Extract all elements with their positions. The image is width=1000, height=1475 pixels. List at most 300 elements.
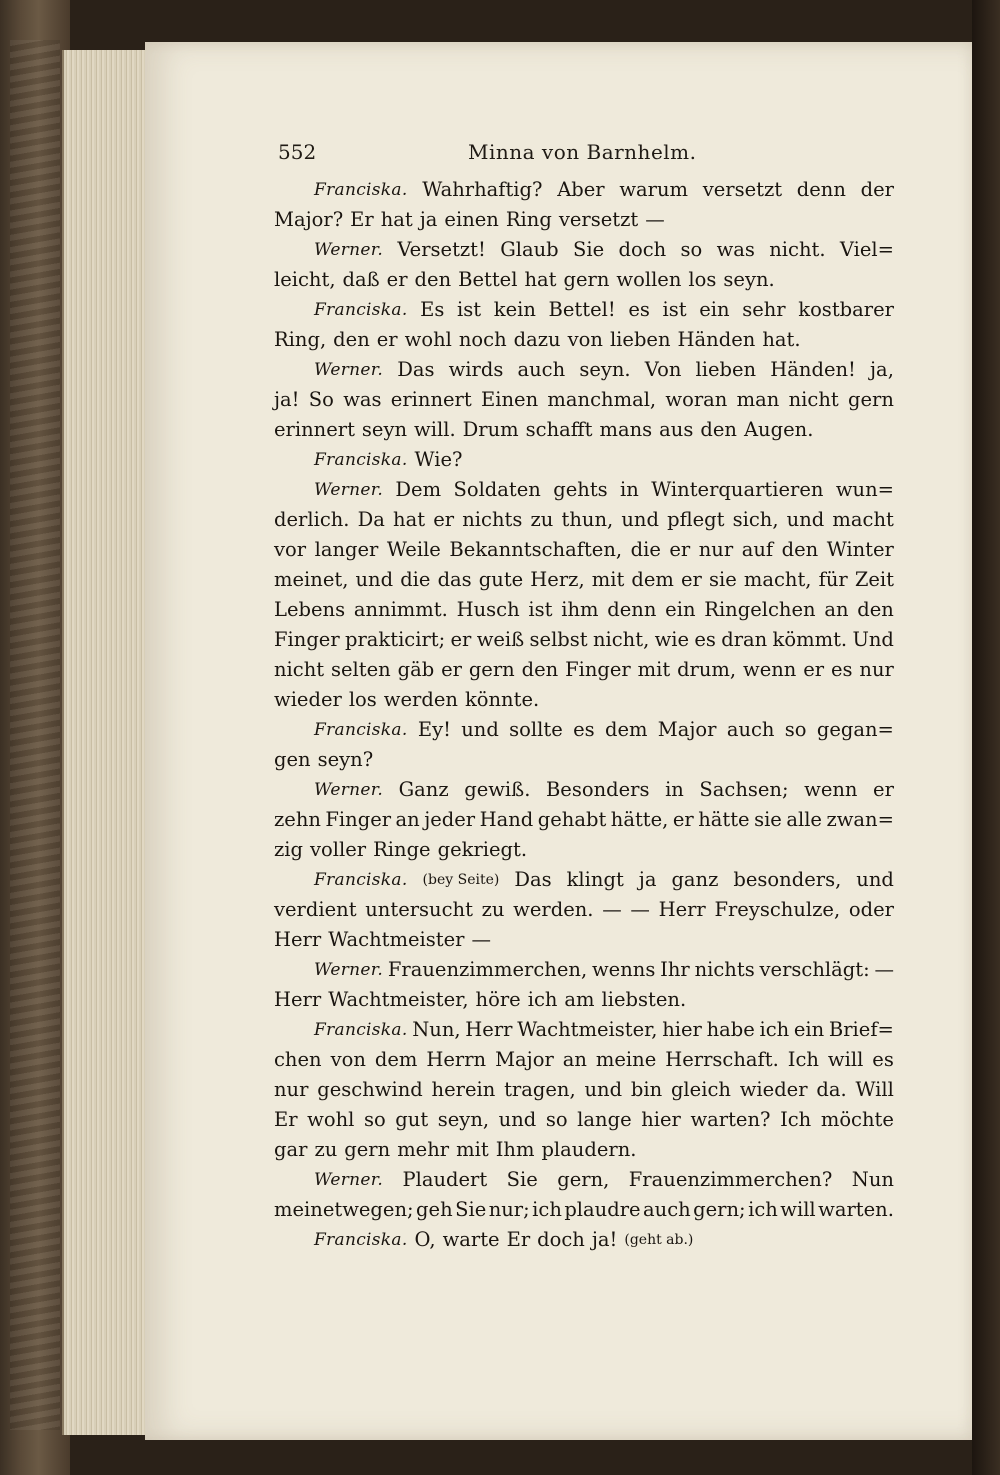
word: kostbarer bbox=[798, 298, 894, 321]
word: Ihr bbox=[660, 958, 690, 981]
word: Herr bbox=[274, 928, 322, 951]
word: Dem bbox=[395, 478, 442, 501]
word: ist bbox=[457, 298, 482, 321]
word: warten? bbox=[690, 1108, 771, 1131]
word: an bbox=[824, 598, 849, 621]
word: selten bbox=[331, 658, 391, 681]
word: hat bbox=[380, 208, 413, 231]
word: da. bbox=[816, 1078, 847, 1101]
word: zehn bbox=[274, 808, 321, 831]
word: könnte. bbox=[464, 688, 540, 711]
word: nicht bbox=[274, 658, 325, 681]
word: hat. bbox=[762, 328, 801, 351]
word: Das bbox=[514, 868, 552, 891]
word: Herr bbox=[658, 898, 706, 921]
word: meinetwegen; bbox=[274, 1198, 414, 1221]
page-body-text bbox=[274, 175, 894, 1255]
page-header bbox=[278, 140, 890, 174]
word: Freyschulze, bbox=[714, 898, 841, 921]
word: gegan= bbox=[816, 718, 894, 741]
word: ja, bbox=[870, 358, 894, 381]
text-line bbox=[274, 295, 894, 325]
word: Wachtmeister bbox=[328, 928, 465, 951]
text-line bbox=[274, 1195, 894, 1225]
text-line bbox=[274, 655, 894, 685]
word: leicht, bbox=[274, 268, 336, 291]
word: von bbox=[330, 1048, 366, 1071]
speaker-name: Franciska. bbox=[314, 450, 408, 470]
word: noch bbox=[458, 328, 507, 351]
word: und bbox=[856, 868, 894, 891]
word: gern bbox=[344, 1138, 391, 1161]
word: wohl bbox=[307, 1108, 355, 1131]
word: Einen bbox=[481, 388, 539, 411]
word: Ich bbox=[780, 1108, 812, 1131]
word: den bbox=[333, 328, 370, 351]
word: los bbox=[688, 268, 717, 291]
word: er bbox=[873, 778, 894, 801]
speaker-name: Werner. bbox=[314, 240, 384, 260]
word: hier bbox=[662, 1018, 702, 1041]
word: prakticirt; bbox=[344, 628, 446, 651]
word: warum bbox=[619, 178, 689, 201]
word: von bbox=[567, 328, 603, 351]
word: er bbox=[433, 508, 455, 531]
word: geschwind bbox=[317, 1078, 423, 1101]
text-line bbox=[274, 625, 894, 655]
word: Herr bbox=[274, 988, 322, 1011]
word: Weile bbox=[386, 538, 441, 561]
text-line bbox=[274, 805, 894, 835]
word: auch bbox=[643, 1198, 691, 1221]
word: und bbox=[498, 1108, 537, 1131]
word: selbst bbox=[529, 628, 588, 651]
speaker-name: Franciska. bbox=[314, 720, 408, 740]
word: ist bbox=[528, 598, 553, 621]
word: für bbox=[818, 568, 848, 591]
word: Ringe bbox=[373, 838, 431, 861]
page-number: 552 bbox=[278, 140, 317, 164]
speaker-name: Franciska. bbox=[314, 180, 408, 200]
speaker-name: Franciska. bbox=[314, 300, 408, 320]
text-line bbox=[274, 1165, 894, 1195]
word: Glaub bbox=[500, 238, 559, 261]
word: gleich bbox=[670, 1078, 731, 1101]
word: Viel= bbox=[839, 238, 894, 261]
word: — bbox=[630, 898, 650, 921]
word: ja bbox=[638, 868, 657, 891]
word: sich, bbox=[732, 508, 779, 531]
word: ich bbox=[527, 988, 558, 1011]
text-line bbox=[274, 595, 894, 625]
word: erinnert bbox=[390, 388, 472, 411]
word: Sie bbox=[455, 1198, 487, 1221]
word: bin bbox=[630, 1078, 663, 1101]
word: kömmt. bbox=[772, 628, 848, 651]
word: wenn bbox=[804, 778, 858, 801]
word: gern, bbox=[557, 1168, 610, 1191]
speaker-name: Franciska. bbox=[314, 870, 408, 890]
word: gute bbox=[478, 568, 524, 591]
word: nur bbox=[698, 538, 734, 561]
word: er bbox=[681, 568, 702, 591]
word: ich bbox=[759, 1018, 790, 1041]
text-line bbox=[274, 745, 894, 775]
text-line bbox=[274, 955, 894, 985]
text-line bbox=[274, 445, 894, 475]
word: mehr bbox=[397, 1138, 450, 1161]
text-line bbox=[274, 865, 894, 895]
word: den bbox=[700, 418, 737, 441]
word: gern bbox=[848, 388, 894, 411]
word: verschlägt: bbox=[759, 958, 870, 981]
word: besonders, bbox=[733, 868, 842, 891]
word: Bettel bbox=[458, 268, 518, 291]
word: wun= bbox=[835, 478, 894, 501]
word: dem bbox=[374, 1048, 418, 1071]
word: plaudre bbox=[564, 1198, 641, 1221]
text-line bbox=[274, 205, 894, 235]
text-line bbox=[274, 1225, 894, 1255]
word: den bbox=[781, 538, 819, 561]
word: den bbox=[521, 658, 559, 681]
word: untersucht bbox=[365, 898, 473, 921]
text-line bbox=[274, 385, 894, 415]
word: gar bbox=[274, 1138, 308, 1161]
running-title: Minna von Barnhelm. bbox=[468, 140, 697, 164]
word: sollte bbox=[509, 718, 563, 741]
word: hat bbox=[393, 508, 426, 531]
word: chen bbox=[274, 1048, 322, 1071]
word: voller bbox=[310, 838, 367, 861]
text-line bbox=[274, 1045, 894, 1075]
word: Herrn bbox=[426, 1048, 487, 1071]
word: er bbox=[672, 808, 694, 831]
word: zwan= bbox=[826, 808, 894, 831]
word: die bbox=[630, 538, 661, 561]
word: Ihm bbox=[495, 1138, 535, 1161]
word: Husch bbox=[456, 598, 520, 621]
word: werden. bbox=[513, 898, 594, 921]
word: Ring, bbox=[274, 328, 327, 351]
word: lange bbox=[577, 1108, 632, 1131]
word: werden bbox=[383, 688, 458, 711]
word: so bbox=[784, 718, 807, 741]
text-line bbox=[274, 715, 894, 745]
word: thun, bbox=[561, 508, 614, 531]
word: gern bbox=[563, 268, 610, 291]
word: wenns bbox=[591, 958, 656, 981]
word: seyn? bbox=[317, 748, 374, 771]
word: den bbox=[857, 598, 894, 621]
word: Versetzt! bbox=[397, 238, 486, 261]
word: macht bbox=[832, 508, 894, 531]
word: Er bbox=[274, 1108, 298, 1131]
word: — bbox=[471, 928, 491, 951]
word: seyn, bbox=[437, 1108, 490, 1131]
word: versetzt bbox=[558, 208, 639, 231]
word: — bbox=[602, 898, 622, 921]
word: in bbox=[665, 778, 684, 801]
word: Winter bbox=[826, 538, 894, 561]
text-line bbox=[274, 985, 894, 1015]
word: tragen, bbox=[504, 1078, 576, 1101]
word: weiß bbox=[476, 628, 525, 651]
word: plaudern. bbox=[541, 1138, 637, 1161]
word: Wie? bbox=[414, 448, 463, 471]
word: sie bbox=[754, 808, 782, 831]
word: zig bbox=[274, 838, 303, 861]
word: ein bbox=[699, 298, 730, 321]
word: auch bbox=[517, 358, 566, 381]
word: manchmal, bbox=[547, 388, 657, 411]
word: woran bbox=[665, 388, 728, 411]
word: nur bbox=[859, 658, 894, 681]
word: Frauenzimmerchen, bbox=[387, 958, 588, 981]
word: wieder bbox=[274, 688, 342, 711]
text-line bbox=[274, 175, 894, 205]
book-cover-right bbox=[972, 0, 1000, 1475]
word: Soldaten bbox=[453, 478, 541, 501]
word: und bbox=[786, 508, 825, 531]
word: Major bbox=[495, 1048, 554, 1071]
word: wieder bbox=[739, 1078, 808, 1101]
word: seyn. bbox=[579, 358, 631, 381]
word: Plaudert bbox=[402, 1168, 488, 1191]
word: es bbox=[694, 628, 716, 651]
word: meinet, bbox=[274, 568, 349, 591]
word: nicht, bbox=[592, 628, 650, 651]
word: ganz bbox=[671, 868, 719, 891]
speaker-name: Werner. bbox=[314, 960, 384, 980]
word: versetzt bbox=[702, 178, 783, 201]
word: den bbox=[414, 268, 452, 291]
word: Aber bbox=[557, 178, 605, 201]
word: doch bbox=[537, 1228, 585, 1251]
word: man bbox=[736, 388, 780, 411]
word: einen bbox=[444, 208, 499, 231]
word: hätte bbox=[698, 808, 750, 831]
word: Da bbox=[357, 508, 385, 531]
word: und bbox=[461, 718, 499, 741]
speaker-name: Werner. bbox=[314, 780, 384, 800]
word: Augen. bbox=[743, 418, 814, 441]
word: es bbox=[573, 718, 595, 741]
word: nur bbox=[274, 1078, 309, 1101]
word: wenn bbox=[743, 658, 797, 681]
word: annimmt. bbox=[353, 598, 448, 621]
word: hätte, bbox=[610, 808, 669, 831]
word: Frauenzimmerchen? bbox=[628, 1168, 833, 1191]
word: an bbox=[395, 808, 420, 831]
word: Sie bbox=[506, 1168, 538, 1191]
word: was bbox=[343, 388, 382, 411]
word: Nun, bbox=[412, 1018, 461, 1041]
word: kein bbox=[493, 298, 536, 321]
word: Zeit bbox=[854, 568, 894, 591]
word: will. bbox=[414, 418, 456, 441]
text-line bbox=[274, 415, 894, 445]
word: Lebens bbox=[274, 598, 346, 621]
word: Bekanntschaften, bbox=[449, 538, 623, 561]
word: warte bbox=[442, 1228, 500, 1251]
word: schafft bbox=[525, 418, 593, 441]
word: Ich bbox=[787, 1048, 819, 1071]
word: Er bbox=[350, 208, 374, 231]
text-line bbox=[274, 775, 894, 805]
word: los bbox=[348, 688, 377, 711]
text-line bbox=[274, 1135, 894, 1165]
word: klingt bbox=[566, 868, 624, 891]
word: Finger bbox=[274, 628, 340, 651]
word: die bbox=[400, 568, 431, 591]
word: zu bbox=[314, 1138, 338, 1161]
word: mit bbox=[456, 1138, 489, 1161]
word: gäb bbox=[397, 658, 435, 681]
word: Wahrhaftig? bbox=[422, 178, 543, 201]
word: ich bbox=[532, 1198, 562, 1221]
word: Hand bbox=[479, 808, 534, 831]
text-line bbox=[274, 895, 894, 925]
word: aus bbox=[659, 418, 694, 441]
text-line bbox=[274, 535, 894, 565]
word: ein bbox=[793, 1018, 825, 1041]
word: gehabt bbox=[537, 808, 607, 831]
word: seyn. bbox=[723, 268, 775, 291]
word: und bbox=[355, 568, 394, 591]
word: gern bbox=[468, 658, 515, 681]
word: was bbox=[716, 238, 755, 261]
word: und bbox=[584, 1078, 623, 1101]
word: Das bbox=[397, 358, 435, 381]
word: dazu bbox=[513, 328, 561, 351]
word: Finger bbox=[565, 658, 631, 681]
word: Und bbox=[852, 628, 894, 651]
word: mit bbox=[637, 658, 671, 681]
word: in bbox=[620, 478, 639, 501]
text-line bbox=[274, 475, 894, 505]
text-line bbox=[274, 355, 894, 385]
word: Major bbox=[657, 718, 717, 741]
word: Händen! bbox=[770, 358, 856, 381]
speaker-name: Werner. bbox=[314, 480, 384, 500]
text-line bbox=[274, 925, 894, 955]
word: auf bbox=[741, 538, 774, 561]
word: möchte bbox=[820, 1108, 894, 1131]
word: doch bbox=[618, 238, 667, 261]
word: es bbox=[830, 658, 853, 681]
word: — bbox=[645, 208, 665, 231]
word: ist bbox=[662, 298, 687, 321]
word: erinnert bbox=[274, 418, 355, 441]
word: lieben bbox=[609, 328, 671, 351]
text-line bbox=[274, 685, 894, 715]
word: am bbox=[564, 988, 595, 1011]
word: nichts bbox=[462, 508, 523, 531]
word: das bbox=[437, 568, 472, 591]
word: dran bbox=[721, 628, 768, 651]
word: Ey! bbox=[417, 718, 451, 741]
word: er bbox=[376, 328, 398, 351]
word: derlich. bbox=[274, 508, 350, 531]
page-edges bbox=[62, 50, 149, 1435]
word: Bettel! bbox=[548, 298, 616, 321]
word: so bbox=[680, 238, 703, 261]
word: Sie bbox=[573, 238, 605, 261]
word: auch bbox=[726, 718, 775, 741]
word: Will bbox=[855, 1078, 894, 1101]
book-cover-left bbox=[0, 0, 70, 1475]
text-line bbox=[274, 1015, 894, 1045]
word: mit bbox=[591, 568, 625, 591]
word: der bbox=[860, 178, 894, 201]
word: Ringelchen bbox=[704, 598, 816, 621]
text-line bbox=[274, 325, 894, 355]
word: Herz, bbox=[530, 568, 585, 591]
word: ich bbox=[748, 1198, 778, 1221]
word: denn bbox=[796, 178, 846, 201]
word: nicht. bbox=[769, 238, 826, 261]
text-line bbox=[274, 835, 894, 865]
text-line bbox=[274, 565, 894, 595]
word: er bbox=[450, 628, 472, 651]
word: er bbox=[803, 658, 825, 681]
word: dem bbox=[604, 718, 648, 741]
word: sehr bbox=[742, 298, 786, 321]
word: will bbox=[827, 1048, 864, 1071]
speaker-name: Werner. bbox=[314, 360, 384, 380]
word: er bbox=[669, 538, 691, 561]
word: Finger bbox=[325, 808, 392, 831]
word: hat bbox=[524, 268, 557, 291]
word: an bbox=[562, 1048, 587, 1071]
word: ihm bbox=[561, 598, 599, 621]
word: verdient bbox=[274, 898, 357, 921]
speaker-name: Franciska. bbox=[314, 1020, 408, 1040]
word: liebsten. bbox=[601, 988, 687, 1011]
word: nichts bbox=[694, 958, 755, 981]
word: und bbox=[621, 508, 659, 531]
word: gewiß. bbox=[464, 778, 531, 801]
word: Nun bbox=[851, 1168, 894, 1191]
word: gern; bbox=[693, 1198, 746, 1221]
stage-direction: (geht ab.) bbox=[624, 1232, 694, 1248]
word: langer bbox=[314, 538, 379, 561]
word: so bbox=[363, 1108, 386, 1131]
word: O, bbox=[414, 1228, 436, 1251]
word: Händen bbox=[677, 328, 756, 351]
word: er bbox=[441, 658, 462, 681]
word: gekriegt. bbox=[437, 838, 528, 861]
word: mans bbox=[599, 418, 653, 441]
word: vor bbox=[274, 538, 307, 561]
word: wie bbox=[654, 628, 690, 651]
word: will bbox=[780, 1198, 816, 1221]
word: warten. bbox=[818, 1198, 894, 1221]
text-line bbox=[274, 235, 894, 265]
word: dem bbox=[631, 568, 674, 591]
word: ja! bbox=[274, 388, 300, 411]
word: Wachtmeister, bbox=[517, 1018, 658, 1041]
speaker-name: Franciska. bbox=[314, 1230, 408, 1250]
word: So bbox=[308, 388, 334, 411]
word: Wachtmeister, bbox=[328, 988, 469, 1011]
word: jeder bbox=[424, 808, 476, 831]
word: Es bbox=[420, 298, 445, 321]
word: nur; bbox=[488, 1198, 530, 1221]
word: Herrschaft. bbox=[665, 1048, 779, 1071]
word: habe bbox=[706, 1018, 755, 1041]
